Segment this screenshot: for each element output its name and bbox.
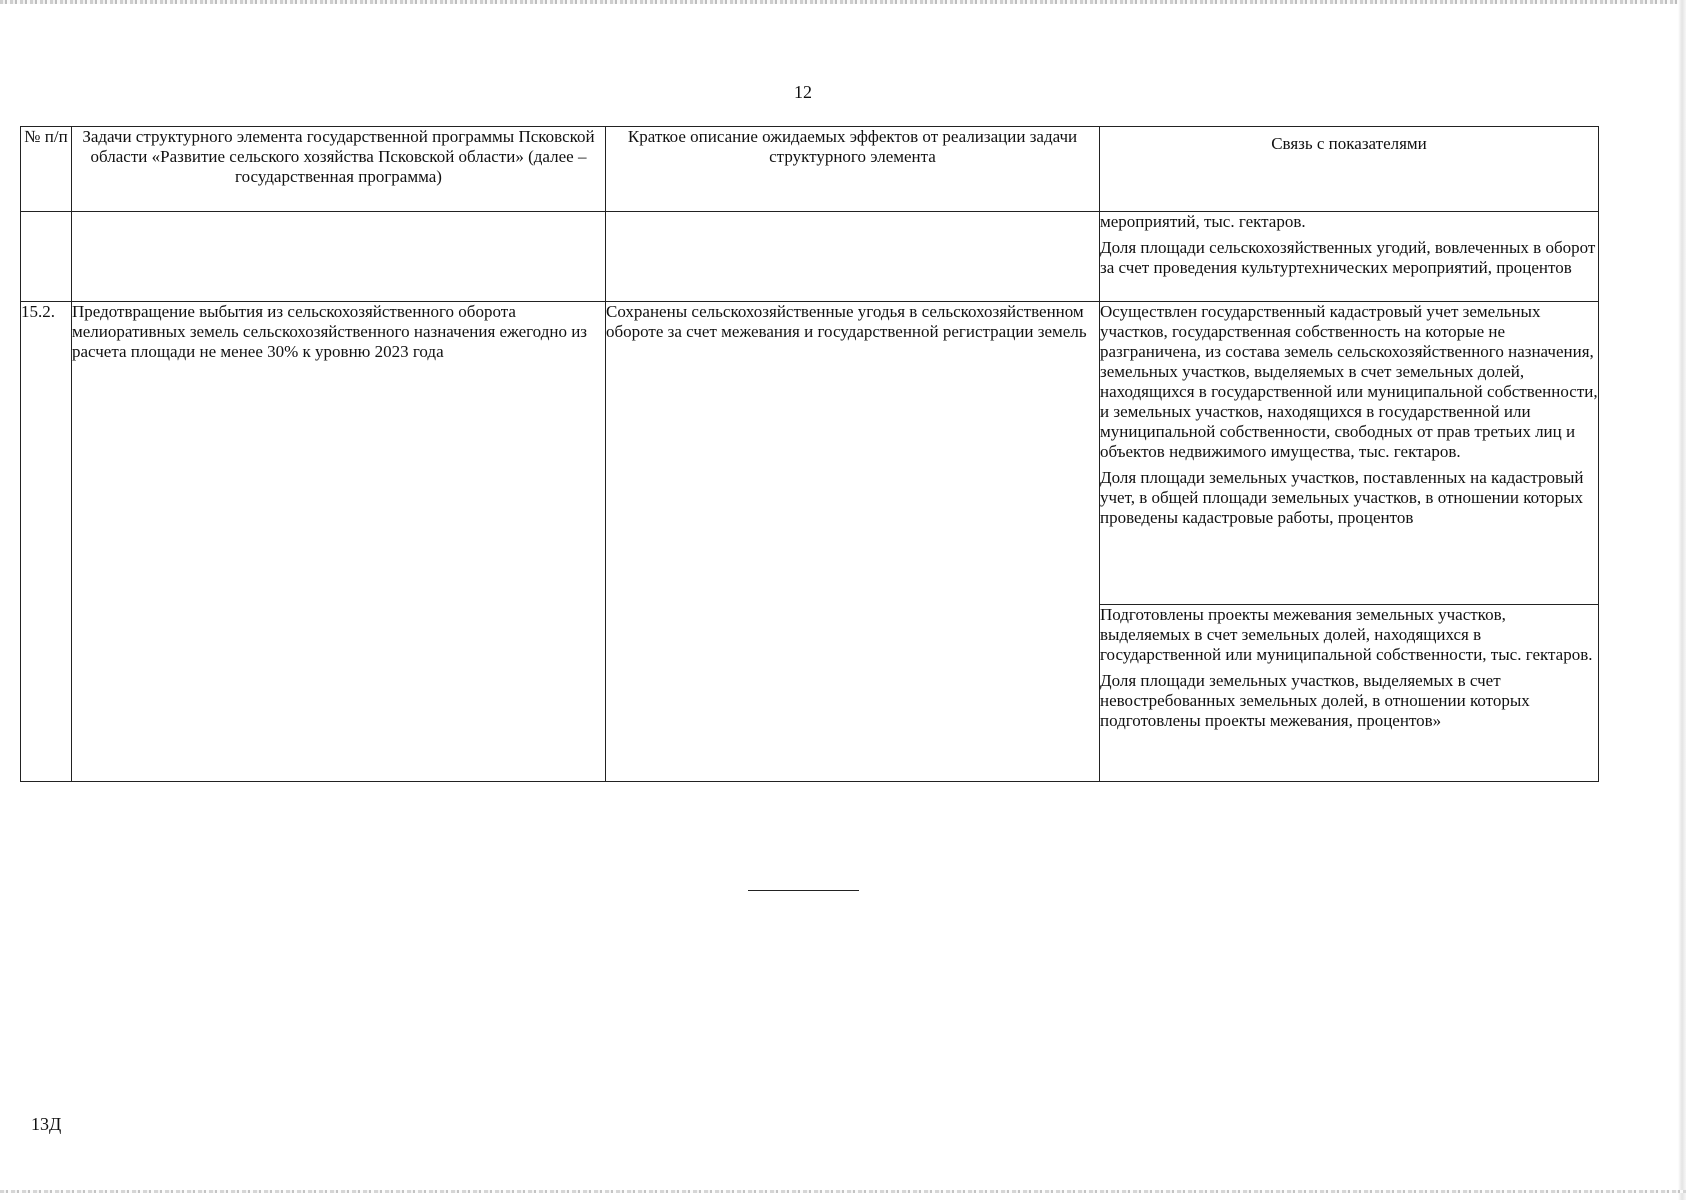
- cont-num-cell: [21, 212, 72, 302]
- header-task: Задачи структурного элемента государственной программы Псковской области «Развитие сельского хозяйства Псковской области» (далее – государственная программа): [72, 127, 606, 212]
- row-number: 15.2.: [21, 302, 72, 782]
- scan-edge-right: [1678, 0, 1686, 1200]
- table-row-15-2: [21, 302, 1599, 605]
- cont-effect-cell: [606, 212, 1100, 302]
- link-a-paragraph: Доля площади земельных участков, поставленных на кадастровый учет, в общей площади земельных участков, в отношении которых проведены кадастровые работы, процентов: [1100, 468, 1584, 527]
- link-b-paragraph: Подготовлены проекты межевания земельных участков, выделяемых в счет земельных долей, находящихся в государственной или муниципальной собственности, тыс. гектаров.: [1100, 605, 1593, 664]
- effect-cell: Сохранены сельскохозяйственные угодья в сельскохозяйственном обороте за счет межевания и государственной регистрации земель: [606, 302, 1100, 782]
- cont-link-paragraph: Доля площади сельскохозяйственных угодий, вовлеченных в оборот за счет проведения культуртехнических мероприятий, процентов: [1100, 238, 1596, 277]
- document-code: 13Д: [31, 1114, 62, 1134]
- table-row-continuation: [21, 212, 1599, 302]
- link-cell-b: [1100, 605, 1599, 782]
- cont-link-cell: [1100, 212, 1599, 302]
- scan-edge-bottom: [0, 1190, 1686, 1193]
- page-number: 12: [794, 82, 812, 102]
- link-cell-a: [1100, 302, 1599, 605]
- link-a-paragraph: Осуществлен государственный кадастровый учет земельных участков, государственная собственность на которые не разграничена, из состава земель сельскохозяйственного назначения, земельных участков, выделяемых в счет земельных долей, находящихся в государственной или муниципальной собственности, и земельных участков, находящихся в государственной или муниципальной собственности, свободных от прав третьих лиц и объектов недвижимого имущества, тыс. гектаров.: [1100, 302, 1598, 461]
- link-b-paragraph: Доля площади земельных участков, выделяемых в счет невостребованных земельных долей, в отношении которых подготовлены проекты межевания, процентов»: [1100, 671, 1530, 730]
- cont-task-cell: [72, 212, 606, 302]
- header-num: № п/п: [21, 127, 72, 212]
- cont-link-paragraph: мероприятий, тыс. гектаров.: [1100, 212, 1306, 231]
- header-link: Связь с показателями: [1100, 127, 1599, 212]
- table-header-row: [21, 127, 1599, 212]
- indicators-table: [20, 126, 1599, 782]
- task-cell: Предотвращение выбытия из сельскохозяйственного оборота мелиоративных земель сельскохозяйственного назначения ежегодно из расчета площади не менее 30% к уровню 2023 года: [72, 302, 606, 782]
- scan-edge-top: [0, 0, 1686, 4]
- header-effect: Краткое описание ожидаемых эффектов от реализации задачи структурного элемента: [606, 127, 1100, 212]
- closing-rule: [748, 890, 859, 891]
